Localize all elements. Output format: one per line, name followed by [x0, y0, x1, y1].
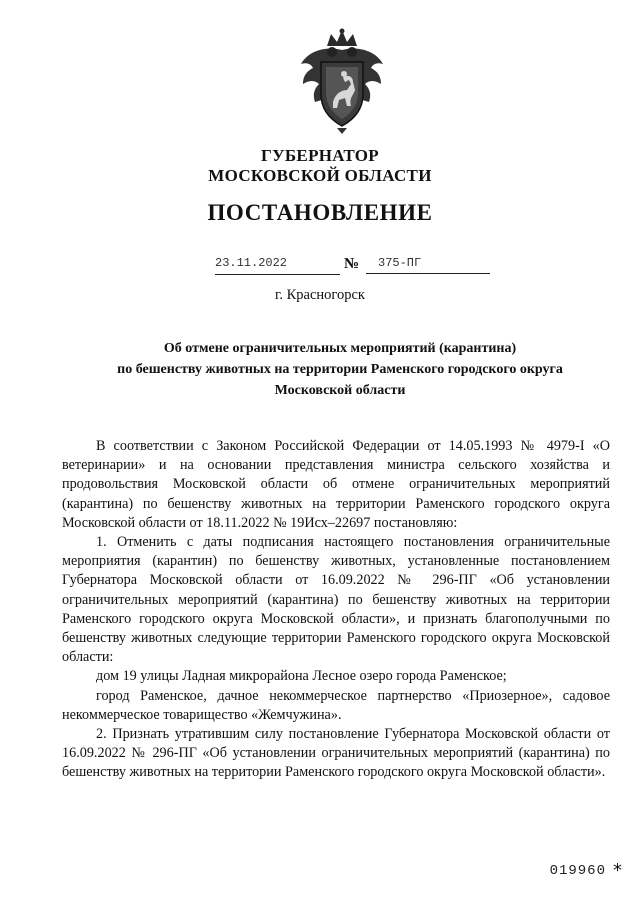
authority-title-line2: МОСКОВСКОЙ ОБЛАСТИ	[208, 166, 432, 185]
clause-1-paragraph: 1. Отменить с даты подписания настоящего постановления ограничительные мероприятия (карантин) по бешенству животных, установленные постановлением Губернатора Московской области от 16.09.2022 № 296-ПГ «Об установлении ограничительных мероприятий (карантина) по бешенству животных на территории Раменского городского округа Московской области», и признать благополучными по бешенству животных следующие территории Раменского городского округа Московской области:	[62, 534, 610, 666]
document-date: 23.11.2022	[215, 256, 340, 275]
territory-item-2: город Раменское, дачное некоммерческое партнерство «Приозерное», садовое некоммерческое товарищество «Жемчужина».	[62, 687, 610, 723]
document-title-line2: по бешенству животных на территории Раменского городского округа	[117, 362, 563, 377]
serial-number: 019960	[549, 863, 606, 879]
authority-title-line1: ГУБЕРНАТОР	[261, 146, 379, 165]
document-number: 375-ПГ	[366, 256, 490, 274]
city-label: г. Красногорск	[275, 287, 365, 303]
document-title-line3: Московской области	[274, 383, 406, 398]
coat-of-arms-icon	[297, 28, 387, 136]
territory-item-1: дом 19 улицы Ладная микрорайона Лесное озеро города Раменское;	[96, 668, 507, 685]
number-sign: №	[344, 256, 360, 272]
preamble-paragraph: В соответствии с Законом Российской Федерации от 14.05.1993 № 4979-I «О ветеринарии» и на основании представления министра сельского хозяйства и продовольствия Московской области об отмене ограничительных мероприятий (карантина) по бешенству животных на территории Раменского городского округа Московской области от 18.11.2022 № 19Исх–22697 постановляю:	[62, 438, 610, 531]
star-mark: *	[613, 860, 622, 881]
document-body	[62, 437, 610, 783]
clause-2-paragraph: 2. Признать утратившим силу постановление Губернатора Московской области от 16.09.2022 № 296-ПГ «Об установлении ограничительных мероприятий (карантина) по бешенству животных на территории Раменского городского округа Московской области».	[62, 726, 610, 781]
document-type: ПОСТАНОВЛЕНИЕ	[207, 200, 433, 225]
document-title-line1: Об отмене ограничительных мероприятий (карантина)	[163, 341, 517, 356]
